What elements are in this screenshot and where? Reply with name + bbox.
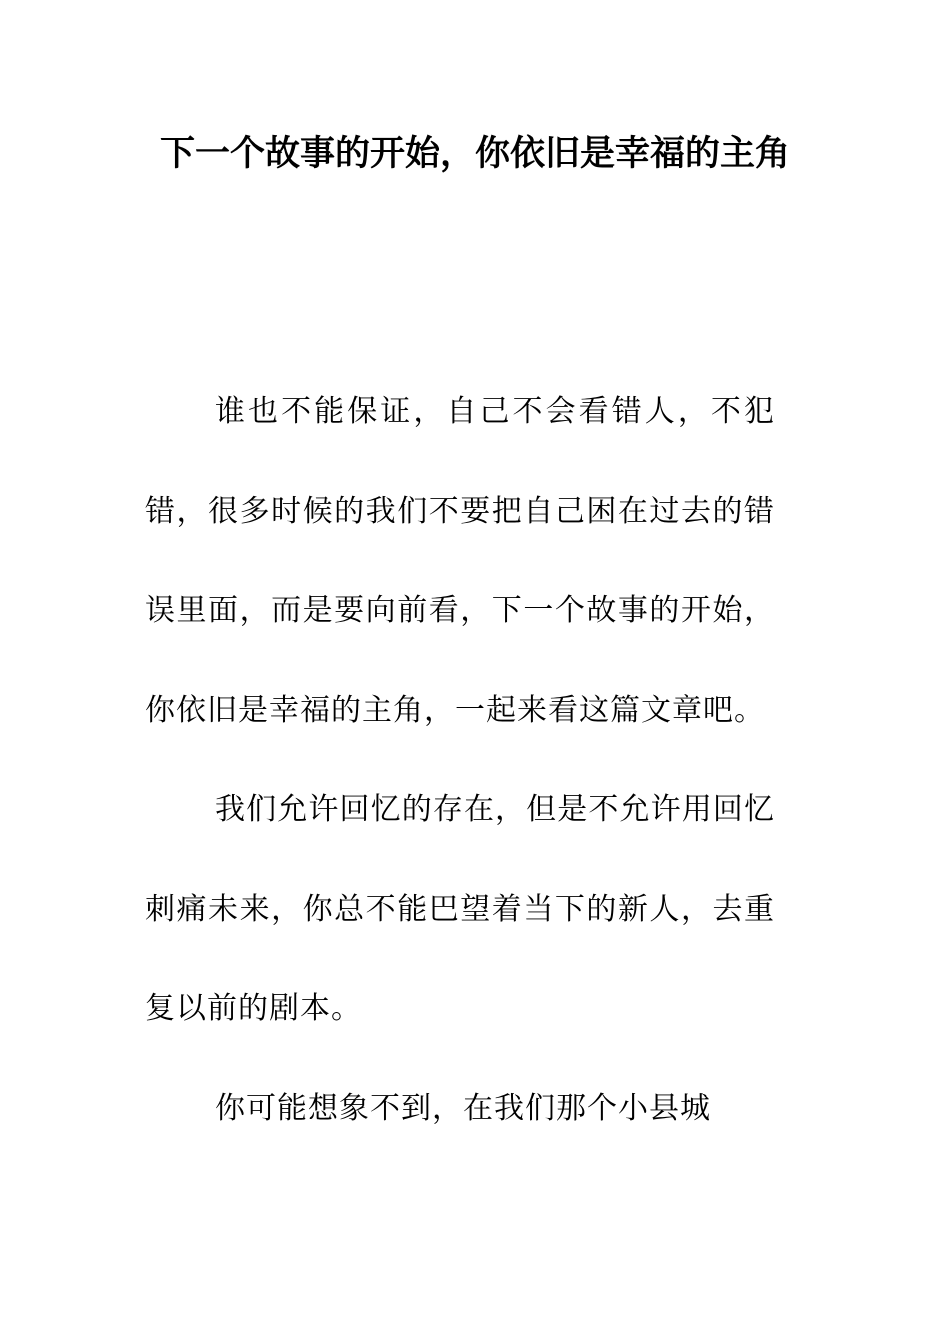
document-title: 下一个故事的开始，你依旧是幸福的主角 <box>159 134 790 174</box>
paragraph-3: 你可能想象不到，在我们那个小县城 <box>215 1090 711 1126</box>
paragraph-1: 谁也不能保证，自己不会看错人，不犯错，很多时候的我们不要把自己困在过去的错误里面，而是要向前看，下一个故事的开始，你依旧是幸福的主角，一起来看这篇文章吧。 <box>145 394 775 728</box>
document-body <box>145 362 775 1158</box>
paragraph-2: 我们允许回忆的存在，但是不允许用回忆刺痛未来，你总不能巴望着当下的新人，去重复以前的剧本。 <box>145 792 775 1026</box>
